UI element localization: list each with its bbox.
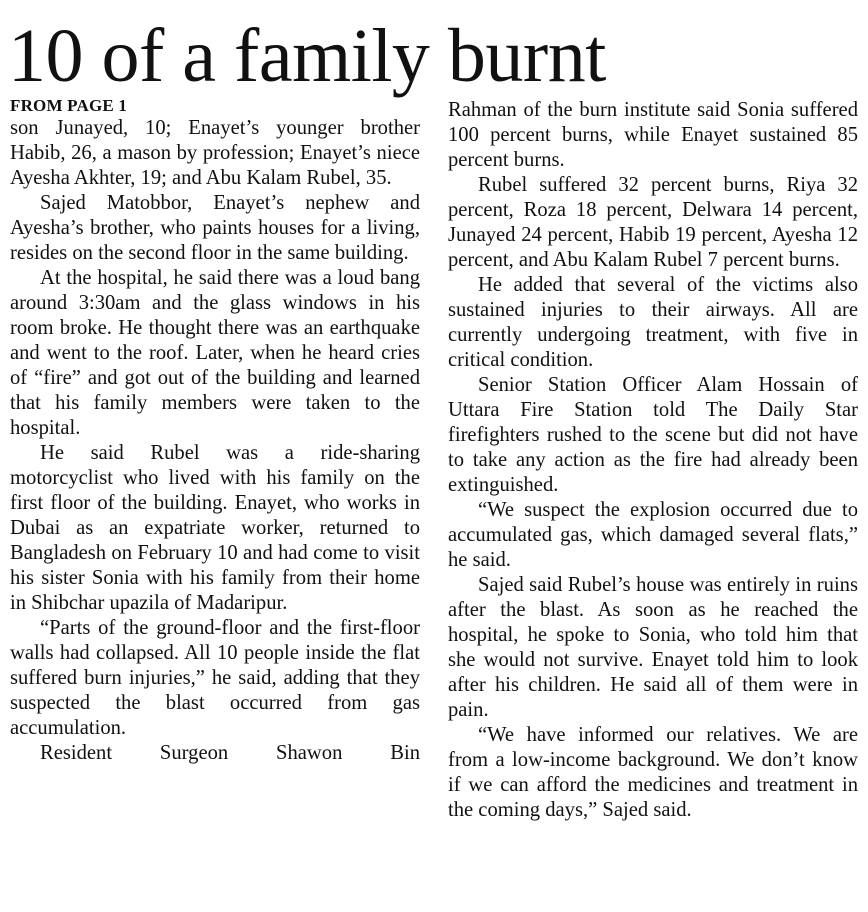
- paragraph: “Parts of the ground-floor and the first-floor walls had collapsed. All 10 people inside the flat suffered burn injuries,” he said, adding that they suspected the blast occurred from gas accumulation.: [10, 617, 420, 739]
- continuation-kicker: FROM PAGE 1: [10, 96, 128, 115]
- paragraph: “We have informed our relatives. We are from a low-income background. We don’t know if we can afford the medicines and treatment in the coming days,” Sajed said.: [448, 724, 858, 821]
- headline: 10 of a family burnt: [8, 14, 606, 98]
- paragraph: He said Rubel was a ride-sharing motorcyclist who lived with his family on the first floor of the building. Enayet, who works in Dubai as an expatriate worker, returned to Bangladesh on February 10 and had come to visit his sister Sonia with his family from their home in Shibchar upazila of Madaripur.: [10, 442, 420, 614]
- paragraph: Senior Station Officer Alam Hossain of Uttara Fire Station told The Daily Star firefighters rushed to the scene but did not have to take any action as the fire had already been extinguished.: [448, 374, 858, 496]
- article-column-left: [10, 98, 420, 766]
- paragraph: He added that several of the victims also sustained injuries to their airways. All are currently undergoing treatment, with five in critical condition.: [448, 274, 858, 371]
- paragraph: At the hospital, he said there was a loud bang around 3:30am and the glass windows in his room broke. He thought there was an earthquake and went to the roof. Later, when he heard cries of “fire” and got out of the building and learned that his family members were taken to the hospital.: [10, 267, 420, 439]
- paragraph: son Junayed, 10; Enayet’s younger brother Habib, 26, a mason by profession; Enayet’s niece Ayesha Akhter, 19; and Abu Kalam Rubel, 35.: [10, 117, 420, 189]
- paragraph: Rahman of the burn institute said Sonia suffered 100 percent burns, while Enayet sustained 85 percent burns.: [448, 99, 858, 171]
- paragraph: “We suspect the explosion occurred due to accumulated gas, which damaged several flats,” he said.: [448, 499, 858, 571]
- paragraph-continued: Resident Surgeon Shawon Bin: [40, 742, 420, 764]
- paragraph: Sajed said Rubel’s house was entirely in ruins after the blast. As soon as he reached the hospital, he spoke to Sonia, who told him that she would not survive. Enayet told him to look after his children. He said all of them were in pain.: [448, 574, 858, 721]
- paragraph: Sajed Matobbor, Enayet’s nephew and Ayesha’s brother, who paints houses for a living, resides on the second floor in the same building.: [10, 192, 420, 264]
- paragraph: Rubel suffered 32 percent burns, Riya 32 percent, Roza 18 percent, Delwara 14 percent, Junayed 24 percent, Habib 19 percent, Ayesha 12 percent, and Abu Kalam Rubel 7 percent burns.: [448, 174, 858, 271]
- article-column-right: [448, 98, 858, 823]
